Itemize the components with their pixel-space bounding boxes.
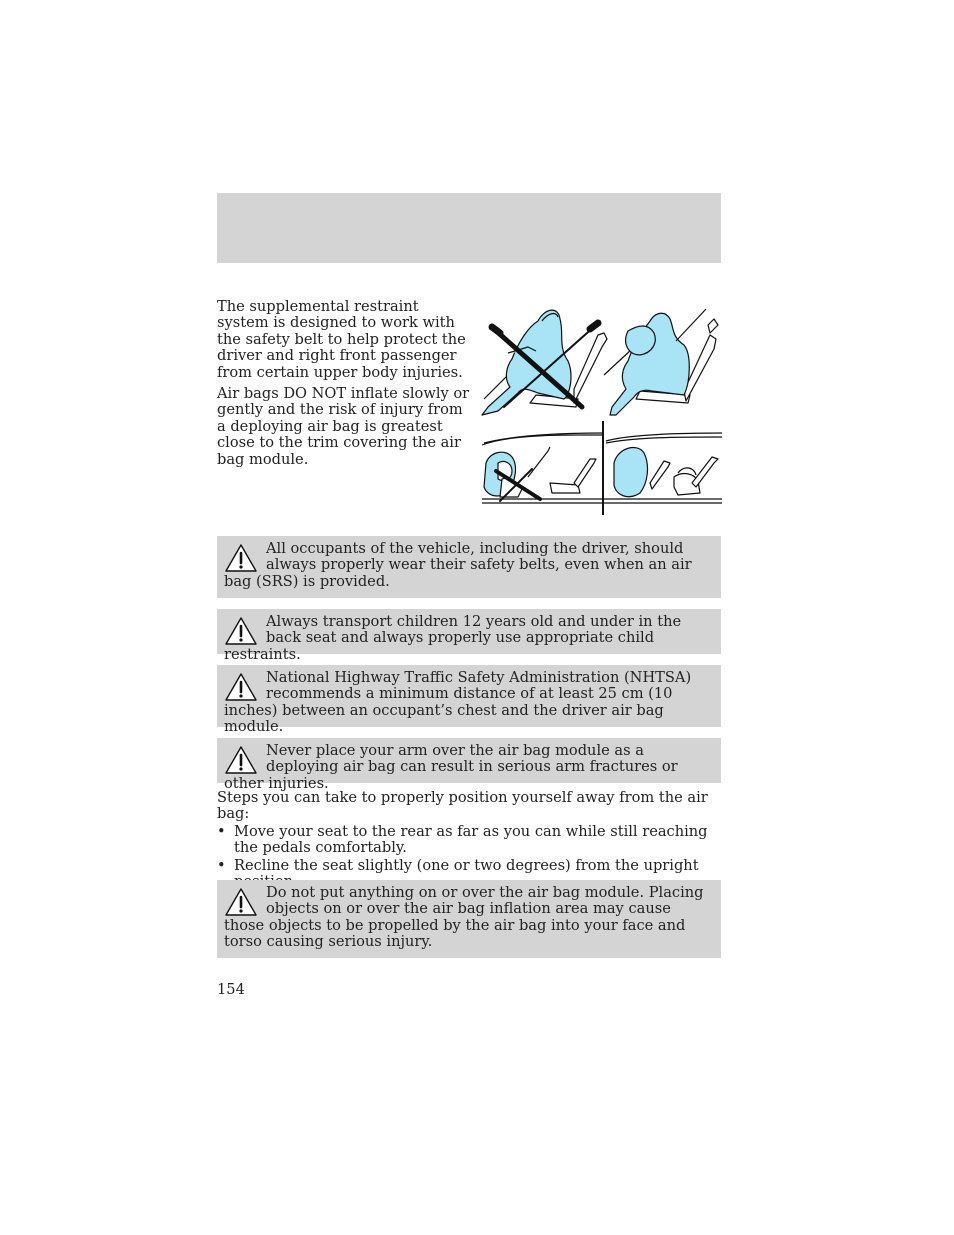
warning-box-children — [217, 609, 721, 663]
step-text: Move your seat to the rear as far as you can while still reaching the pedals comfortably. — [234, 822, 708, 857]
warning-box-objects — [217, 880, 721, 958]
warning-triangle-icon — [224, 616, 258, 646]
intro-paragraph-1: The supplemental restraint system is designed to work with the safety belt to help protect the driver and right front passenger from certain upper body injuries. — [217, 298, 466, 381]
incorrect-child-figure — [482, 433, 602, 503]
page-number: 154 — [217, 981, 245, 998]
warning-triangle-icon — [224, 543, 258, 573]
warning-triangle-icon — [224, 887, 258, 917]
warning-box-seatbelts — [217, 536, 721, 598]
warning-text: All occupants of the vehicle, including the driver, should always properly wear their safety belts, even when an air bag (SRS) is provided. — [224, 540, 692, 590]
intro-paragraph-2: Air bags DO NOT inflate slowly or gently and the risk of injury from a deploying air bag is greatest close to the trim covering the air bag module. — [217, 385, 470, 468]
bullet: • — [217, 822, 226, 840]
warning-box-arm — [217, 738, 721, 792]
warning-text: Always transport children 12 years old and under in the back seat and always properly use appropriate child restraints. — [224, 613, 682, 663]
positioning-steps — [217, 790, 721, 891]
incorrect-seating-figure — [482, 310, 607, 415]
warning-triangle-icon — [224, 672, 258, 702]
correct-seating-figure — [604, 309, 718, 415]
warning-box-distance — [217, 665, 721, 736]
airbag-position-illustration — [478, 303, 724, 517]
steps-intro: Steps you can take to properly position yourself away from the air bag: — [217, 789, 708, 823]
section-header-band — [217, 193, 721, 263]
list-item — [217, 824, 721, 857]
correct-child-figure — [604, 433, 722, 503]
warning-text: Never place your arm over the air bag module as a deploying air bag can result in serious arm fractures or other injuries. — [224, 742, 678, 792]
bullet: • — [217, 856, 226, 874]
intro-text — [217, 299, 472, 473]
warning-text: National Highway Traffic Safety Administration (NHTSA) recommends a minimum distance of at least 25 cm (10 inches) between an occupant’s chest and the driver air bag module. — [224, 669, 692, 736]
warning-triangle-icon — [224, 745, 258, 775]
warning-text: Do not put anything on or over the air bag module. Placing objects on or over the air bag inflation area may cause those objects to be propelled by the air bag into your face and torso causing serious injury. — [224, 884, 704, 951]
step-text: Recline the seat slightly (one or two degrees) from the upright — [234, 856, 699, 874]
